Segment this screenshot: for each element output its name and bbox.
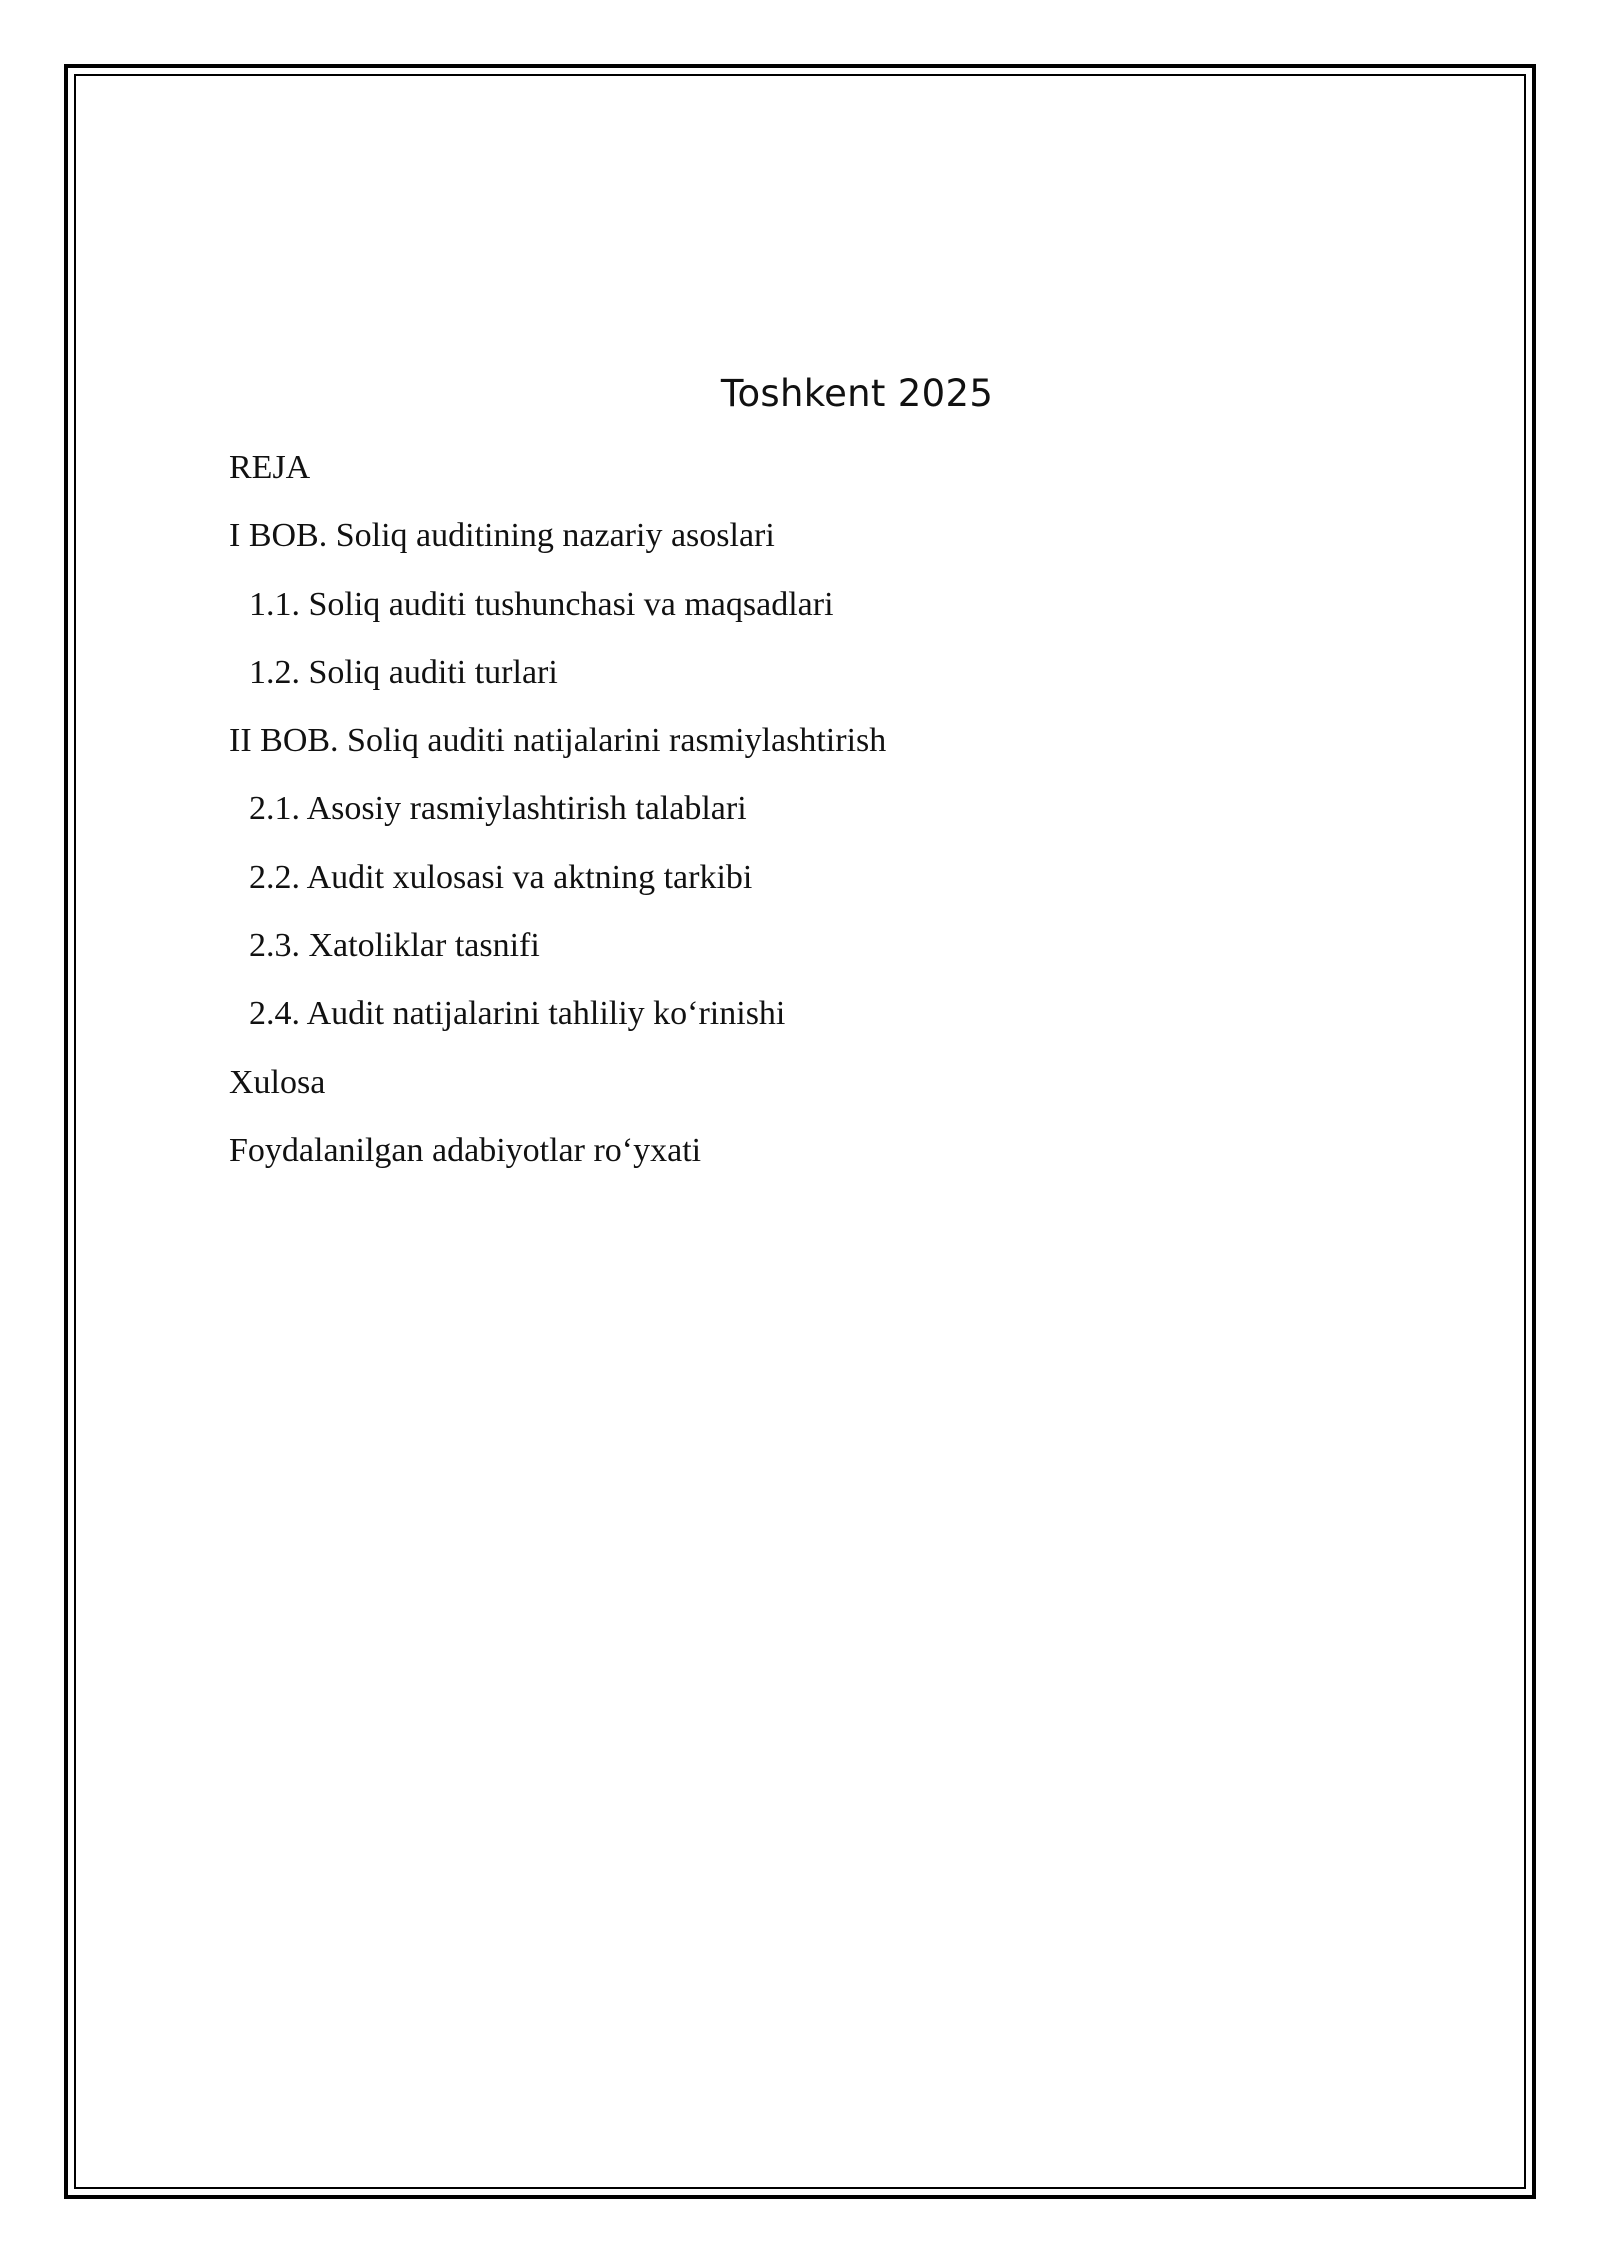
plan-list — [229, 440, 1429, 1191]
conclusion: Xulosa — [229, 1063, 326, 1101]
section-2-3: 2.3. Xatoliklar tasnifi — [249, 927, 540, 965]
section-2-1: 2.1. Asosiy rasmiylashtirish talablari — [249, 790, 747, 828]
chapter-1-title: I BOB. Soliq auditining nazariy asoslari — [229, 517, 775, 555]
section-1-2: 1.2. Soliq auditi turlari — [249, 653, 558, 691]
city-year: Toshkent 2025 — [720, 372, 994, 415]
references: Foydalanilgan adabiyotlar ro‘yxati — [229, 1131, 702, 1169]
section-2-4: 2.4. Audit natijalarini tahliliy ko‘rinishi — [249, 995, 786, 1033]
plan-heading: REJA — [229, 449, 311, 486]
section-1-1: 1.1. Soliq auditi tushunchasi va maqsadlari — [249, 585, 834, 623]
chapter-2-title: II BOB. Soliq auditi natijalarini rasmiylashtirish — [229, 722, 887, 760]
section-2-2: 2.2. Audit xulosasi va aktning tarkibi — [249, 858, 753, 896]
